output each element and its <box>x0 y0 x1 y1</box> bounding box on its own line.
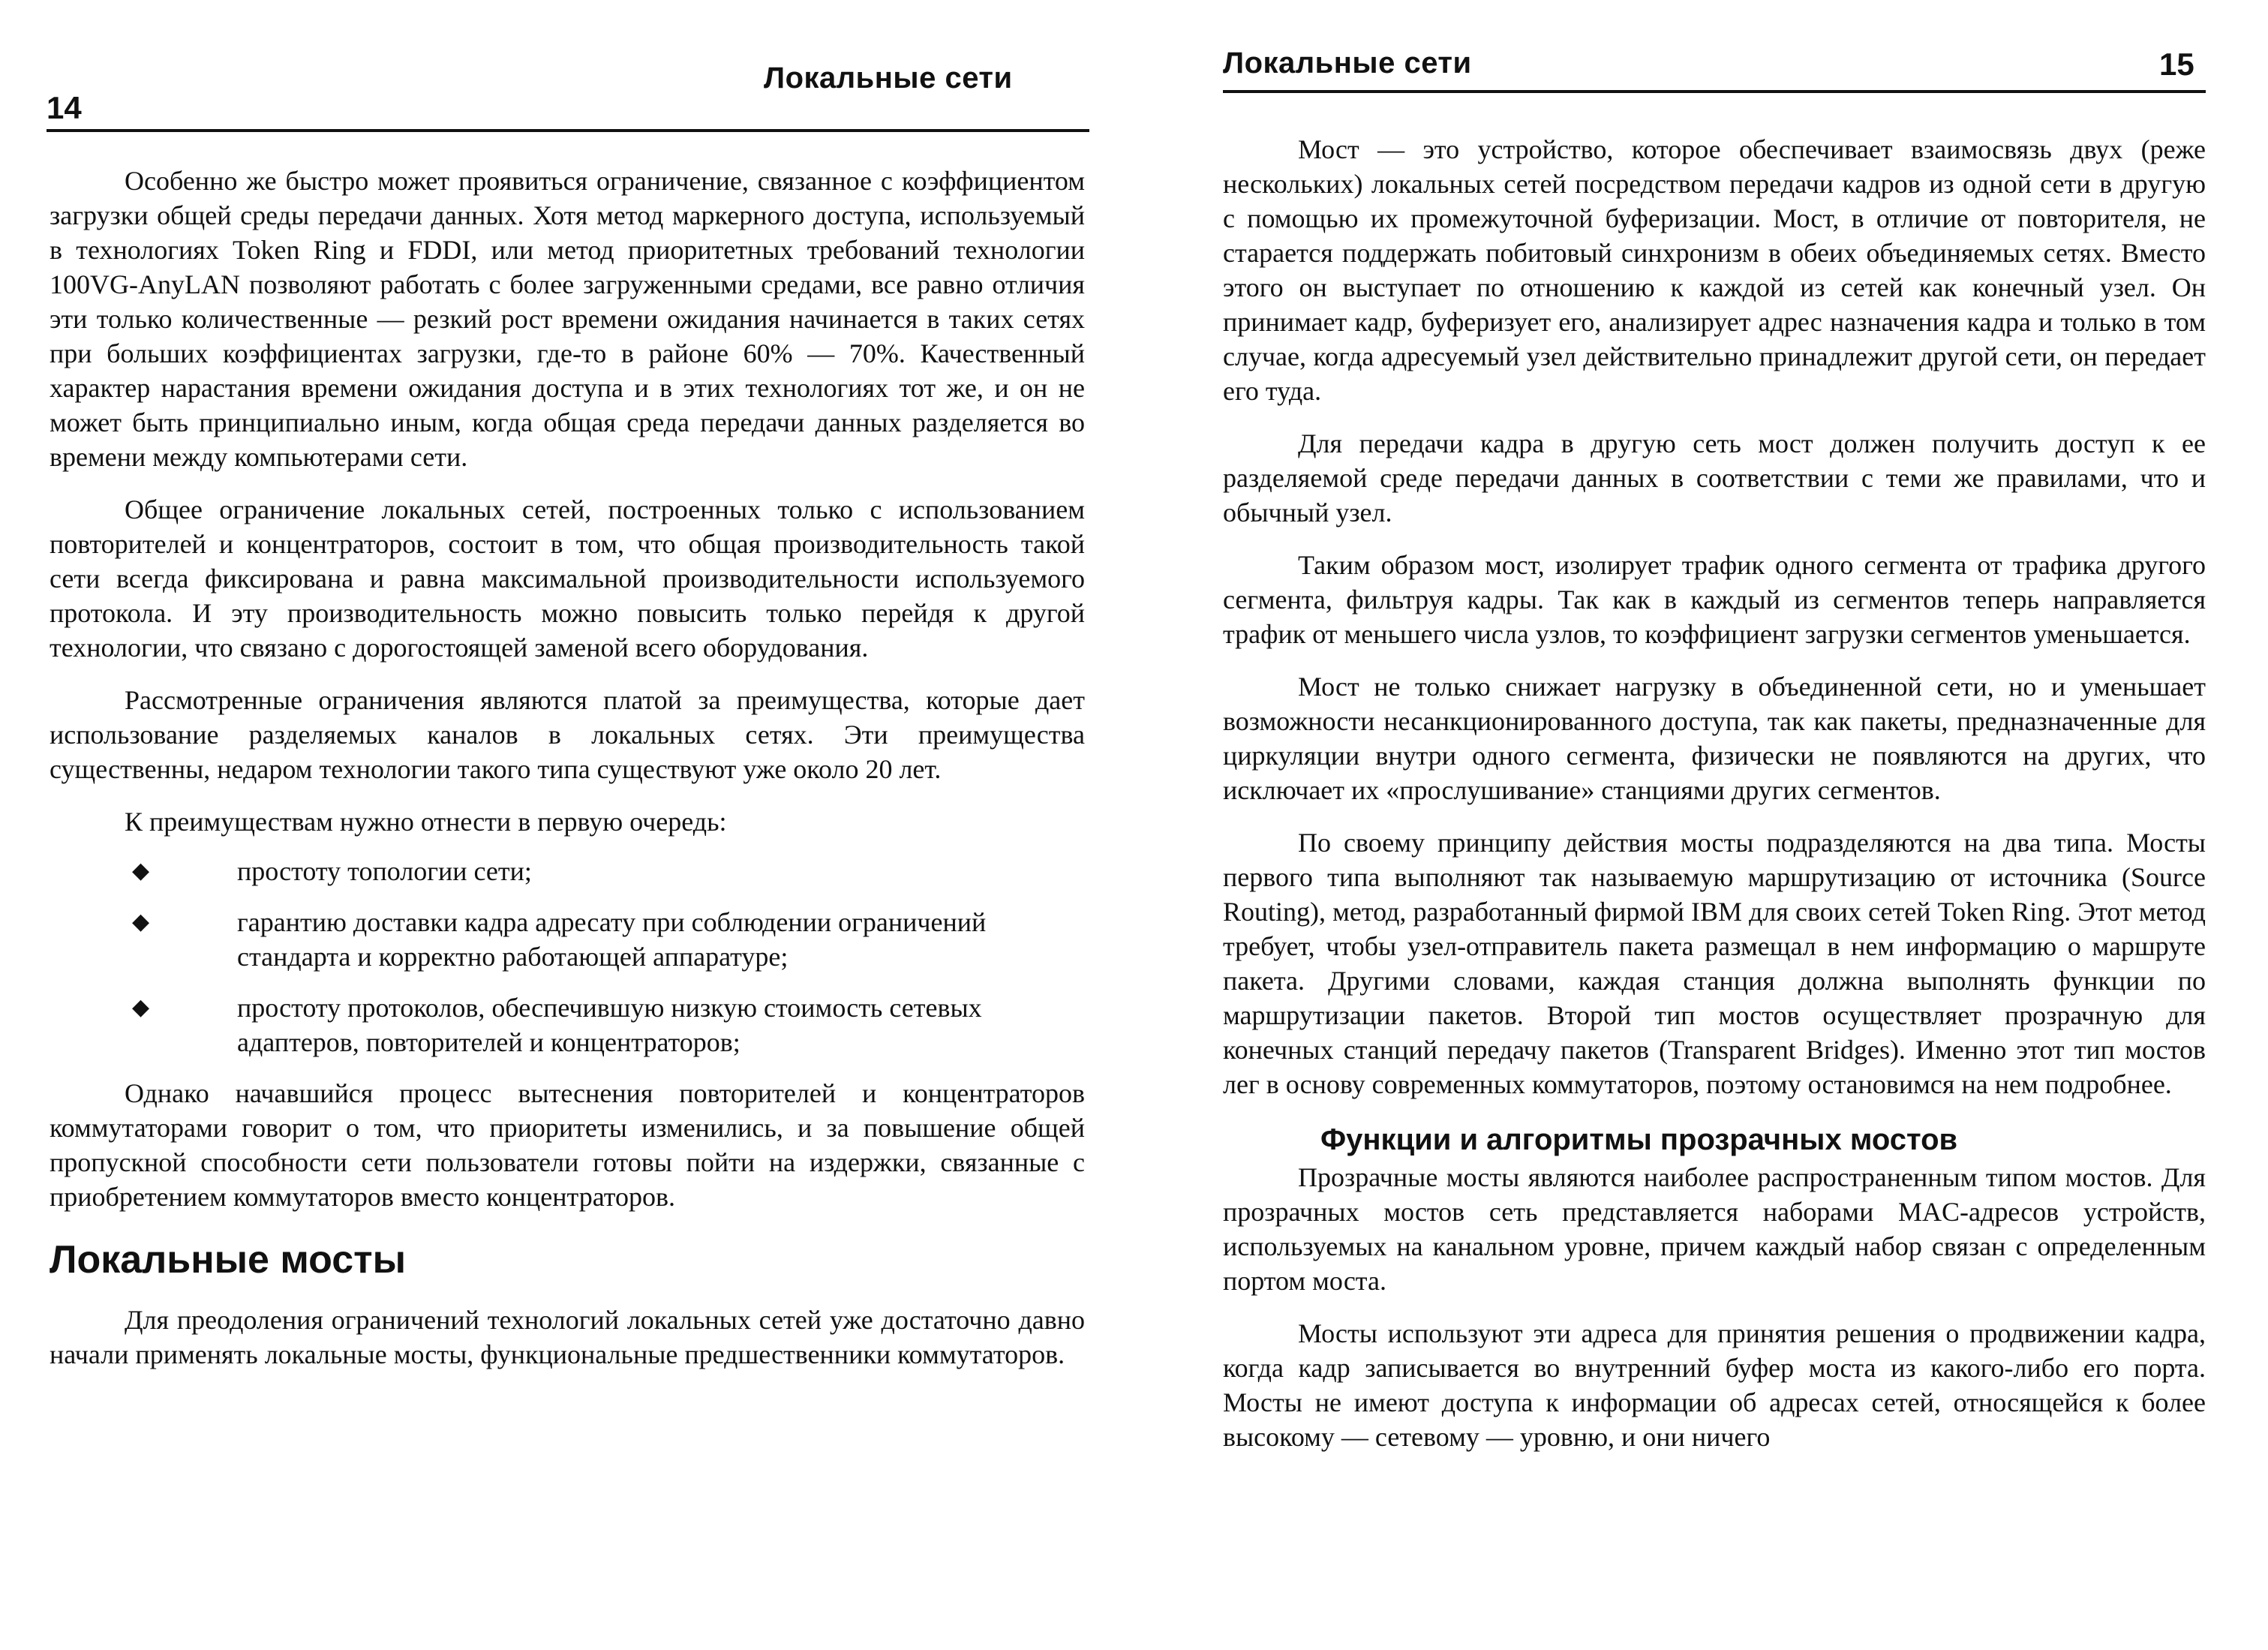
right-paragraph: Для передачи кадра в другую сеть мост должен получить доступ к ее разделяемой среде передачи данных в соответствии с теми же правилами, что и обычный узел. <box>1223 428 2206 527</box>
list-item <box>50 905 1085 974</box>
right-paragraph: Прозрачные мосты являются наиболее распространенным типом мостов. Для прозрачных мостов сеть представляется наборами MAC-адресов устройств, используемых на канальном уровне, причем каждый набор связан с определенным портом моста. <box>1223 1162 2206 1296</box>
left-body-text <box>50 164 1085 1390</box>
right-running-title: Локальные сети <box>1223 47 1472 80</box>
advantages-list <box>50 854 1085 1059</box>
right-paragraph: По своему принципу действия мосты подразделяются на два типа. Мосты первого типа выполняют так называемую маршрутизацию от источника (Source Routing), метод, разработанный фирмой IBM для своих сетей Token Ring. Этот метод требует, чтобы узел-отправитель пакета размещал в нем информацию о маршруте пакета. Другими словами, каждая станция должна выполнять функции по маршрутизации пакетов. Второй тип мостов осуществляет прозрачную для конечных станций передачу пакетов (Transparent Bridges). Именно этот тип мостов лег в основу современных коммутаторов, поэтому остановимся на нем подробнее. <box>1223 828 2206 1099</box>
section-heading-local-bridges: Локальные мосты <box>50 1238 407 1282</box>
left-page-number: 14 <box>47 90 82 125</box>
list-item <box>50 854 1085 888</box>
list-intro: К преимуществам нужно отнести в первую очередь: <box>125 807 727 837</box>
left-running-title: Локальные сети <box>764 62 1013 95</box>
right-paragraph: Мосты используют эти адреса для принятия решения о продвижении кадра, когда кадр записывается во внутренний буфер моста из какого-либо его порта. Мосты не имеют доступа к информации об адресах сетей, относящейся к более высокому — сетевому — уровню, и они ничего <box>1223 1318 2206 1452</box>
section-heading-transparent-bridges: Функции и алгоритмы прозрачных мостов <box>1320 1123 1958 1156</box>
diamond-bullet-icon: ◆ <box>132 909 150 934</box>
list-item <box>50 990 1085 1059</box>
left-paragraph: Особенно же быстро может проявиться ограничение, связанное с коэффициентом загрузки общей среды передачи данных. Хотя метод маркерного доступа, используемый в технологиях Token Ring и FDDI, или метод приоритетных требований технологии 100VG-AnyLAN позволяют работать с более загруженными средами, все равно отличия эти только количественные — резкий рост времени ожидания начинается в таких сетях при больших коэффициентах загрузки, где-то в районе 60% — 70%. Качественный характер нарастания времени ожидания доступа и в этих технологиях тот же, и он не может быть принципиально иным, когда общая среда передачи данных разделяется во времени между компьютерами сети. <box>50 166 1085 472</box>
diamond-bullet-icon: ◆ <box>132 858 150 883</box>
right-paragraph: Таким образом мост, изолирует трафик одного сегмента от трафика другого сегмента, фильтруя кадры. Так как в каждый из сегментов теперь направляется трафик от меньшего числа узлов, то коэффициент загрузки сегментов уменьшается. <box>1223 550 2206 649</box>
list-item-text: простоту протоколов, обеспечившую низкую стоимость сетевых адаптеров, повторителей и концентраторов; <box>237 993 982 1057</box>
right-paragraph: Мост не только снижает нагрузку в объединенной сети, но и уменьшает возможности несанкционированного доступа, так как пакеты, предназначенные для циркуляции внутри одного сегмента, физически не появляются на других, что исключает их «прослушивание» станциями других сегментов. <box>1223 672 2206 805</box>
list-item-text: простоту топологии сети; <box>237 856 532 886</box>
left-paragraph: Однако начавшийся процесс вытеснения повторителей и концентраторов коммутаторами говорит о том, что приоритеты изменились, и за повышение общей пропускной способности сети пользователи готовы пойти на издержки, связанные с приобретением коммутаторов вместо концентраторов. <box>50 1078 1085 1212</box>
left-header-rule <box>47 129 1089 132</box>
left-page <box>0 0 1125 1650</box>
left-paragraph: Для преодоления ограничений технологий локальных сетей уже достаточно давно начали применять локальные мосты, функциональные предшественники коммутаторов. <box>50 1305 1085 1369</box>
right-paragraph: Мост — это устройство, которое обеспечивает взаимосвязь двух (реже нескольких) локальных сетей посредством передачи кадров из одной сети в другую с помощью их промежуточной буферизации. Мост, в отличие от повторителя, не старается поддержать побитовый синхронизм в обеих объединяемых сетях. Вместо этого он выступает по отношению к каждой из сетей как конечный узел. Он принимает кадр, буферизует его, анализирует адрес назначения кадра и только в том случае, когда адресуемый узел действительно принадлежит другой сети, он передает его туда. <box>1223 134 2206 406</box>
list-item-text: гарантию доставки кадра адресату при соблюдении ограничений стандарта и корректно работающей аппаратуре; <box>237 907 987 972</box>
right-body-text <box>1223 132 2206 1472</box>
right-page <box>1170 0 2268 1650</box>
diamond-bullet-icon: ◆ <box>132 995 150 1020</box>
right-page-number: 15 <box>2159 47 2194 82</box>
left-paragraph: Общее ограничение локальных сетей, построенных только с использованием повторителей и концентраторов, состоит в том, что общая производительность такой сети всегда фиксирована и равна максимальной производительности используемого протокола. И эту производительность можно повысить только перейдя к другой технологии, что связано с дорогостоящей заменой всего оборудования. <box>50 494 1085 663</box>
left-paragraph: Рассмотренные ограничения являются платой за преимущества, которые дает использование разделяемых каналов в локальных сетях. Эти преимущества существенны, недаром технологии такого типа существуют уже около 20 лет. <box>50 685 1085 784</box>
right-header-rule <box>1223 90 2206 93</box>
